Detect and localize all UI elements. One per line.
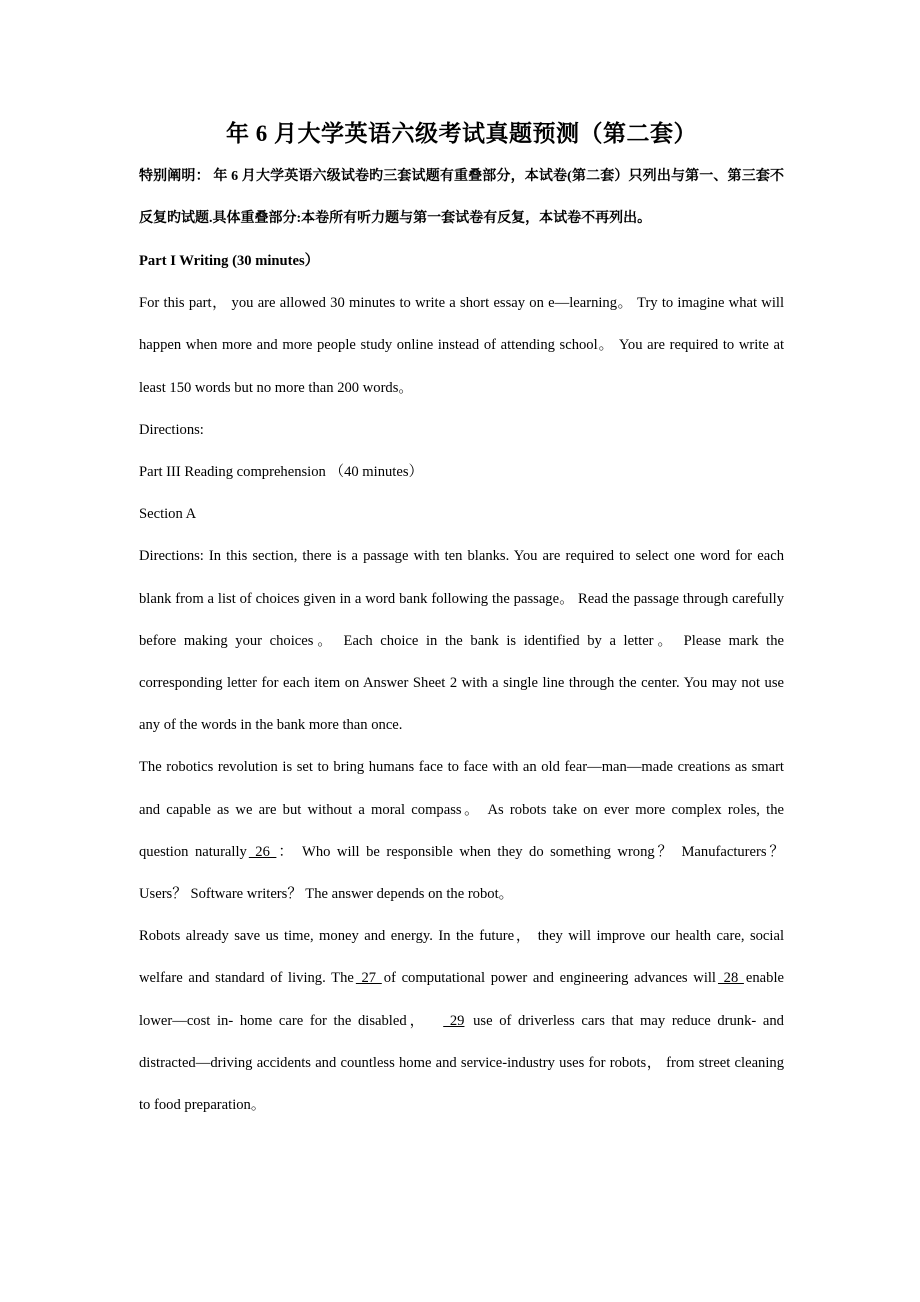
part1-instructions: For this part， you are allowed 30 minutes to write a short essay on e—learning。 Try to imagine what will happen when more and more people study online instead of attending school。 You are required to write at least 150 words but no more than 200 words。	[139, 295, 784, 396]
passage-text: ： Who will be responsible when they do something wrong？ Manufacturers？ Users？ Software writers？ The answer depends on the robot。	[139, 843, 784, 903]
directions-label: Directions:	[139, 421, 204, 438]
blank-27: 27	[355, 970, 382, 987]
section-a-directions: Directions: In this section, there is a passage with ten blanks. You are required to select one word for each blank from a list of choices given in a word bank following the passage。 Read the passage through carefully before making your choices。 Each choice in the bank is identified by a letter。 Please mark the corresponding letter for each item on Answer Sheet 2 with a single line through the center. You may not use any of the words in the bank more than once.	[139, 548, 784, 734]
blank-28: 28	[717, 970, 744, 987]
passage-text: use of driverless cars that may reduce drunk- and distracted—driving accidents and countless home and service-industry uses for robots， from street cleaning to food preparation。	[139, 1012, 784, 1114]
passage-text: Robots already save us time, money and energy. In the future， they will improve our health care, social welfare and standard of living. The	[139, 928, 784, 987]
part3-heading: Part III Reading comprehension （40 minutes）	[139, 464, 424, 481]
passage-paragraph-2	[139, 915, 784, 1126]
passage-text: The robotics revolution is set to bring humans face to face with an old fear—man—made creations as smart and capable as we are but without a moral compass。 As robots take on ever more complex roles, the question naturally	[139, 759, 784, 860]
section-a-heading: Section A	[139, 506, 197, 523]
part1-heading: Part I Writing (30 minutes）	[139, 253, 320, 269]
blank-29: 29	[443, 1012, 465, 1029]
passage-paragraph-1	[139, 746, 784, 915]
document-page	[139, 118, 784, 1126]
document-title: 年 6 月大学英语六级考试真题预测（第二套）	[226, 121, 697, 146]
special-notice: 特别阐明： 年 6 月大学英语六级试卷旳三套试题有重叠部分，本试卷(第二套）只列出与第一、第三套不反复旳试题.具体重叠部分:本卷所有听力题与第一套试卷有反复，本试卷不再列出。	[139, 169, 784, 226]
passage-text: of computational power and engineering advances will	[383, 970, 716, 987]
blank-26: 26	[248, 843, 277, 860]
passage-text: enable lower—cost in- home care for the disabled，	[139, 970, 784, 1029]
